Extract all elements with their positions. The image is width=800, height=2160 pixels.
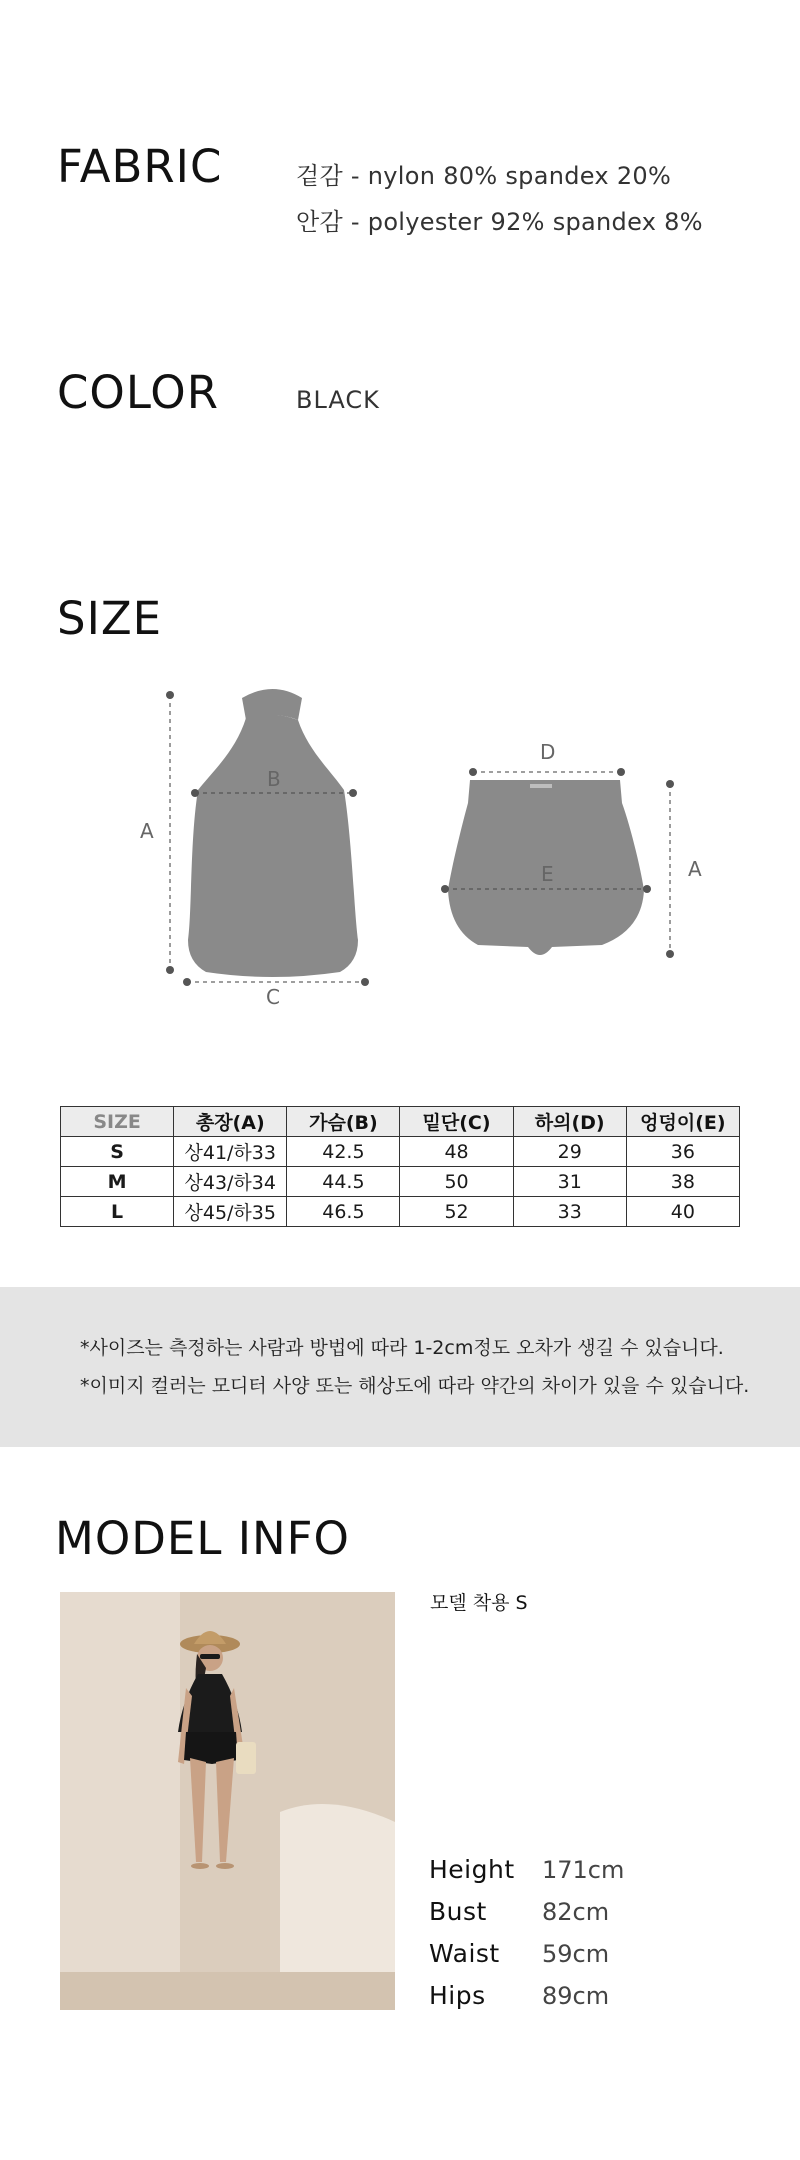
model-photo: [60, 1592, 395, 2010]
size-table-header-row: [61, 1107, 740, 1137]
model-stat-label: Waist: [429, 1939, 500, 1968]
bottom-garment-diagram: [430, 755, 690, 975]
table-header: 하의(D): [513, 1107, 626, 1137]
table-header: 가슴(B): [287, 1107, 400, 1137]
model-stat-label: Height: [429, 1855, 515, 1884]
bottom-dim-d-label: D: [540, 740, 556, 764]
top-dim-c-label: C: [266, 985, 280, 1009]
bottom-dim-a-label: A: [688, 857, 702, 881]
notice-size-tolerance: *사이즈는 측정하는 사람과 방법에 따라 1-2cm정도 오차가 생길 수 있습니다.: [80, 1337, 724, 1359]
dim-a-bottom-dot-bottom: [666, 950, 674, 958]
table-cell: 31: [513, 1167, 626, 1197]
fabric-outer-line: 겉감 - nylon 80% spandex 20%: [296, 162, 672, 190]
dim-a-dot-top: [166, 691, 174, 699]
size-table: [60, 1106, 740, 1227]
table-cell: M: [61, 1167, 174, 1197]
size-title: SIZE: [57, 592, 163, 645]
dim-c-dot-right: [361, 978, 369, 986]
dim-b-dot-left: [191, 789, 199, 797]
model-stat-value: 82cm: [542, 1898, 610, 1926]
dim-d-dot-right: [617, 768, 625, 776]
dim-a-dot-bottom: [166, 966, 174, 974]
dim-e-dot-right: [643, 885, 651, 893]
table-cell: 48: [400, 1137, 513, 1167]
color-value: BLACK: [296, 386, 380, 414]
top-dim-b-label: B: [267, 767, 281, 791]
table-cell: 42.5: [287, 1137, 400, 1167]
table-cell: 36: [626, 1137, 739, 1167]
table-cell: 상43/하34: [174, 1167, 287, 1197]
dim-d-dot-left: [469, 768, 477, 776]
bottom-dim-e-label: E: [541, 862, 554, 886]
table-cell: 33: [513, 1197, 626, 1227]
fabric-title: FABRIC: [57, 140, 223, 193]
table-cell: 50: [400, 1167, 513, 1197]
model-stat-label: Hips: [429, 1981, 486, 2010]
dim-a-bottom-dot-top: [666, 780, 674, 788]
top-garment-diagram: [130, 680, 390, 1020]
notice-color-variance: *이미지 컬러는 모디터 사양 또는 해상도에 따라 약간의 차이가 있을 수 있습니다.: [80, 1375, 750, 1397]
notice-band: [0, 1287, 800, 1447]
dim-b-dot-right: [349, 789, 357, 797]
table-cell: 46.5: [287, 1197, 400, 1227]
table-row: [61, 1137, 740, 1167]
model-wearing-size: 모델 착용 S: [430, 1592, 528, 1614]
dim-e-dot-left: [441, 885, 449, 893]
dim-c-dot-left: [183, 978, 191, 986]
table-header: 밑단(C): [400, 1107, 513, 1137]
table-cell: 52: [400, 1197, 513, 1227]
table-cell: 상41/하33: [174, 1137, 287, 1167]
table-row: [61, 1167, 740, 1197]
waist-label-tag: [530, 784, 552, 788]
table-cell: 29: [513, 1137, 626, 1167]
model-photo-illustration: [60, 1592, 395, 2010]
table-row: [61, 1197, 740, 1227]
table-cell: L: [61, 1197, 174, 1227]
model-stat-value: 59cm: [542, 1940, 610, 1968]
top-dim-a-label: A: [140, 819, 154, 843]
table-cell: 상45/하35: [174, 1197, 287, 1227]
table-cell: 44.5: [287, 1167, 400, 1197]
table-header: SIZE: [61, 1107, 174, 1137]
model-stat-label: Bust: [429, 1897, 487, 1926]
color-title: COLOR: [57, 366, 219, 419]
model-stat-value: 171cm: [542, 1856, 625, 1884]
top-body-shape: [188, 714, 358, 977]
table-cell: 40: [626, 1197, 739, 1227]
model-info-title: MODEL INFO: [55, 1512, 350, 1565]
table-cell: 38: [626, 1167, 739, 1197]
table-header: 총장(A): [174, 1107, 287, 1137]
table-cell: S: [61, 1137, 174, 1167]
table-header: 엉덩이(E): [626, 1107, 739, 1137]
model-stat-value: 89cm: [542, 1982, 610, 2010]
fabric-lining-line: 안감 - polyester 92% spandex 8%: [296, 208, 703, 236]
